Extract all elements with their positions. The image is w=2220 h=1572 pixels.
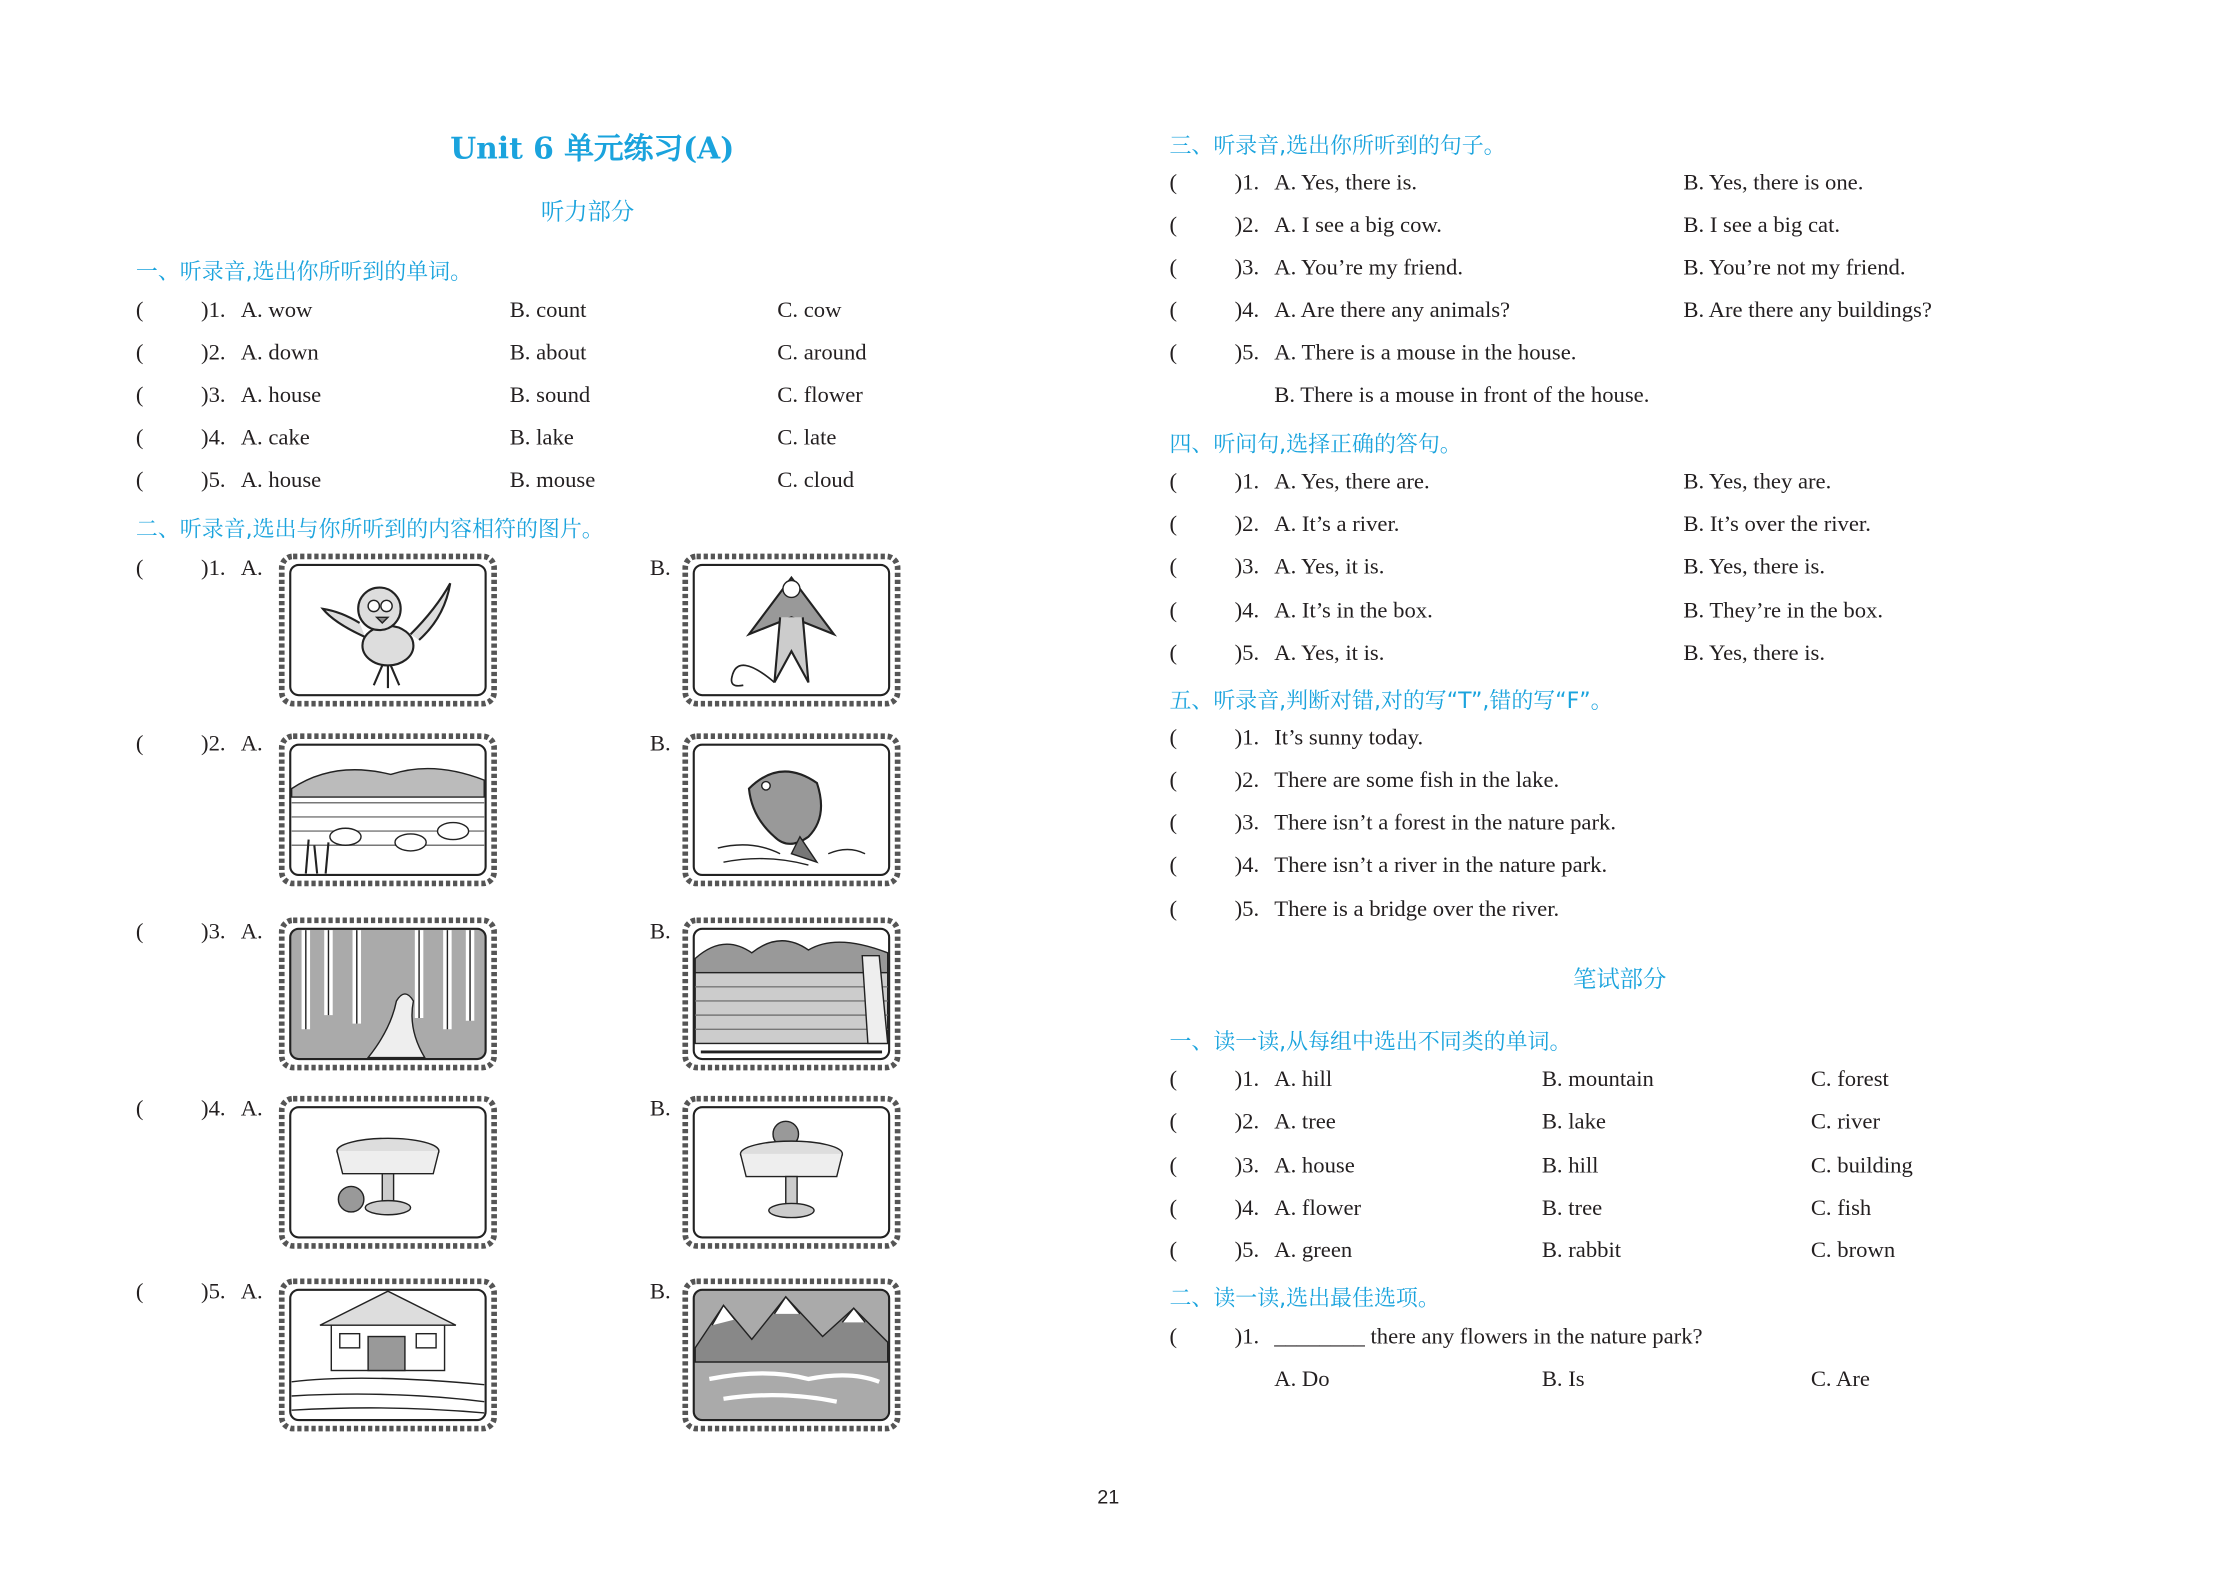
- option-c: C. around: [777, 341, 867, 366]
- option-a: A.: [240, 731, 263, 757]
- listening-part3-title: 三、听录音,选出你所听到的句子。: [1169, 133, 1506, 159]
- option-a: A. I see a big cow.: [1274, 213, 1442, 238]
- answer-bracket[interactable]: (: [1169, 897, 1178, 922]
- option-a: A. house: [240, 383, 322, 408]
- listening-section-title: 听力部分: [540, 198, 635, 226]
- option-b: B. hill: [1541, 1153, 1599, 1178]
- answer-bracket[interactable]: (: [1169, 213, 1178, 238]
- option-b: B. Yes, there is.: [1683, 554, 1826, 580]
- option-b: B. Yes, there is.: [1683, 641, 1826, 666]
- question-number: )2.: [1234, 768, 1260, 793]
- writing-part1-title: 一、读一读,从每组中选出不同类的单词。: [1169, 1029, 1572, 1055]
- answer-bracket[interactable]: (: [1169, 470, 1178, 495]
- answer-bracket[interactable]: (: [1169, 1109, 1178, 1135]
- listening-part4-title: 四、听问句,选择正确的答句。: [1169, 431, 1462, 458]
- question-number: )1.: [1234, 171, 1260, 196]
- answer-bracket[interactable]: (: [135, 341, 144, 366]
- answer-bracket[interactable]: (: [1169, 1238, 1178, 1263]
- answer-bracket[interactable]: (: [1169, 1196, 1178, 1221]
- option-a: A. There is a mouse in the house.: [1274, 341, 1577, 366]
- answer-bracket[interactable]: (: [1169, 726, 1178, 751]
- option-b: B.: [649, 1097, 671, 1122]
- question-number: )4.: [201, 1097, 226, 1122]
- option-a: A. Yes, it is.: [1274, 641, 1385, 666]
- question-number: )3.: [1234, 256, 1260, 281]
- option-a: A. Are there any animals?: [1274, 298, 1511, 323]
- question-number: )4.: [1234, 853, 1260, 878]
- listening-part1-title: 一、听录音,选出你所听到的单词。: [135, 259, 473, 285]
- answer-bracket[interactable]: (: [1169, 512, 1178, 537]
- answer-bracket[interactable]: (: [135, 920, 144, 945]
- question-number: )4.: [1234, 598, 1260, 623]
- ball-on-table-picture[interactable]: [681, 1094, 902, 1250]
- option-b: B. Are there any buildings?: [1683, 298, 1932, 323]
- question-number: )2.: [1234, 213, 1260, 238]
- option-b: B. Yes, there is one.: [1683, 171, 1864, 196]
- option-c: C. flower: [777, 383, 863, 408]
- option-b: B. They’re in the box.: [1683, 598, 1884, 623]
- jumping-fish-picture[interactable]: [681, 732, 902, 888]
- statement-text: There isn’t a forest in the nature park.: [1274, 811, 1616, 836]
- option-a: A. Do: [1274, 1367, 1330, 1392]
- mountains-picture[interactable]: [681, 1277, 902, 1433]
- option-c: C. cloud: [777, 468, 855, 493]
- answer-bracket[interactable]: (: [1169, 341, 1178, 366]
- question-number: )1.: [1234, 726, 1260, 751]
- option-a: A.: [240, 1279, 263, 1304]
- option-b: B. Yes, they are.: [1683, 470, 1832, 495]
- question-number: )5.: [201, 1279, 226, 1304]
- writing-section-title: 笔试部分: [1572, 965, 1667, 993]
- statement-text: There are some fish in the lake.: [1274, 768, 1560, 793]
- option-a: A. It’s in the box.: [1274, 598, 1433, 623]
- option-c: C. cow: [777, 298, 842, 323]
- question-number: )5.: [1234, 897, 1260, 922]
- option-b: B. mountain: [1541, 1067, 1654, 1092]
- option-b: B. You’re not my friend.: [1683, 256, 1906, 281]
- option-b: B. lake: [509, 426, 574, 451]
- answer-bracket[interactable]: (: [135, 468, 144, 493]
- answer-bracket[interactable]: (: [1169, 171, 1178, 196]
- answer-bracket[interactable]: (: [1169, 1153, 1178, 1178]
- option-a: A. Yes, there are.: [1274, 470, 1430, 495]
- option-a: A. green: [1274, 1238, 1353, 1263]
- option-a: A. house: [240, 468, 322, 493]
- answer-bracket[interactable]: (: [1169, 1325, 1178, 1350]
- answer-bracket[interactable]: (: [1169, 853, 1178, 878]
- answer-bracket[interactable]: (: [1169, 641, 1178, 666]
- option-a: A. It’s a river.: [1274, 512, 1400, 537]
- question-number: )2.: [201, 341, 226, 366]
- option-a: A. You’re my friend.: [1274, 256, 1463, 281]
- question-number: )4.: [1234, 298, 1260, 323]
- option-c: C. Are: [1810, 1367, 1870, 1392]
- option-a: A. down: [240, 341, 319, 366]
- answer-bracket[interactable]: (: [135, 731, 144, 757]
- answer-bracket[interactable]: (: [1169, 256, 1178, 281]
- question-number: )1.: [201, 556, 226, 581]
- option-a: A. hill: [1274, 1067, 1333, 1092]
- option-a: A. house: [1274, 1153, 1355, 1178]
- option-c: C. building: [1810, 1153, 1913, 1178]
- option-b: B.: [649, 556, 671, 581]
- option-c: C. fish: [1810, 1196, 1872, 1221]
- option-c: C. late: [777, 426, 837, 451]
- statement-text: There isn’t a river in the nature park.: [1274, 853, 1608, 878]
- option-b: B. mouse: [509, 468, 596, 493]
- answer-bracket[interactable]: (: [1169, 598, 1178, 623]
- page-number: 21: [1097, 1485, 1120, 1508]
- option-b: B. There is a mouse in front of the house.: [1274, 383, 1650, 408]
- option-c: C. forest: [1810, 1067, 1889, 1092]
- question-number: )2.: [1234, 1109, 1260, 1135]
- kite-picture[interactable]: [681, 552, 902, 708]
- statement-text: There is a bridge over the river.: [1274, 897, 1560, 922]
- option-a: A. Yes, there is.: [1274, 171, 1418, 196]
- question-number: )1.: [1234, 470, 1260, 495]
- option-b: B.: [649, 920, 671, 945]
- question-number: )5.: [1234, 641, 1260, 666]
- bird-picture[interactable]: [277, 552, 498, 708]
- question-number: )3.: [1234, 1153, 1260, 1178]
- option-b: B. It’s over the river.: [1683, 512, 1871, 537]
- answer-bracket[interactable]: (: [1169, 554, 1178, 580]
- question-number: )1.: [1234, 1067, 1260, 1092]
- option-b: B. Is: [1541, 1367, 1585, 1392]
- option-b: B.: [649, 1279, 671, 1304]
- question-number: )3.: [1234, 811, 1260, 836]
- question-number: )1.: [201, 298, 226, 323]
- option-a: A.: [240, 1097, 263, 1122]
- answer-bracket[interactable]: (: [135, 298, 144, 323]
- option-b: B. about: [509, 341, 587, 366]
- question-number: )4.: [201, 426, 226, 451]
- answer-bracket[interactable]: (: [135, 556, 144, 581]
- option-b: B. count: [509, 298, 587, 323]
- question-number: )4.: [1234, 1196, 1260, 1221]
- question-number: )3.: [201, 383, 226, 408]
- ducks-on-lake-picture[interactable]: [277, 732, 498, 888]
- listening-part5-title: 五、听录音,判断对错,对的写“T”,错的写“F”。: [1169, 688, 1613, 714]
- listening-part2-title: 二、听录音,选出与你所听到的内容相符的图片。: [135, 516, 604, 543]
- answer-bracket[interactable]: (: [135, 1279, 144, 1304]
- option-c: C. river: [1810, 1109, 1881, 1135]
- answer-bracket[interactable]: (: [1169, 298, 1178, 323]
- question-number: )5.: [1234, 1238, 1260, 1263]
- answer-bracket[interactable]: (: [1169, 1067, 1178, 1092]
- page-title: Unit 6 单元练习(A): [450, 130, 735, 166]
- answer-bracket[interactable]: (: [135, 1097, 144, 1122]
- question-number: )3.: [1234, 554, 1260, 580]
- option-a: A. cake: [240, 426, 310, 451]
- house-by-river-picture[interactable]: [277, 1277, 498, 1433]
- question-number: )3.: [201, 920, 226, 945]
- answer-bracket[interactable]: (: [135, 426, 144, 451]
- option-a: A. tree: [1274, 1109, 1336, 1135]
- question-number: )2.: [1234, 512, 1260, 537]
- option-b: B. tree: [1541, 1196, 1603, 1221]
- answer-bracket[interactable]: (: [1169, 768, 1178, 793]
- forest-river-picture[interactable]: [277, 916, 498, 1072]
- question-number: )5.: [1234, 341, 1260, 366]
- option-b: B. rabbit: [1541, 1238, 1622, 1263]
- option-a: A.: [240, 920, 263, 945]
- writing-part2-title: 二、读一读,选出最佳选项。: [1169, 1285, 1440, 1312]
- option-b: B. sound: [509, 383, 591, 408]
- option-b: B. lake: [1541, 1109, 1606, 1135]
- answer-bracket[interactable]: (: [135, 383, 144, 408]
- question-number: )2.: [201, 731, 226, 757]
- question-number: )1.: [1234, 1325, 1260, 1350]
- option-b: B.: [649, 731, 671, 757]
- option-a: A.: [240, 556, 263, 581]
- option-a: A. Yes, it is.: [1274, 554, 1385, 580]
- forest-lake-picture[interactable]: [681, 916, 902, 1072]
- option-a: A. flower: [1274, 1196, 1362, 1221]
- option-c: C. brown: [1810, 1238, 1896, 1263]
- answer-bracket[interactable]: (: [1169, 811, 1178, 836]
- question-number: )5.: [201, 468, 226, 493]
- statement-text: It’s sunny today.: [1274, 726, 1424, 751]
- option-a: A. wow: [240, 298, 313, 323]
- ball-under-table-picture[interactable]: [277, 1094, 498, 1250]
- option-b: B. I see a big cat.: [1683, 213, 1841, 238]
- question-text: ________ there any flowers in the nature park?: [1274, 1325, 1703, 1350]
